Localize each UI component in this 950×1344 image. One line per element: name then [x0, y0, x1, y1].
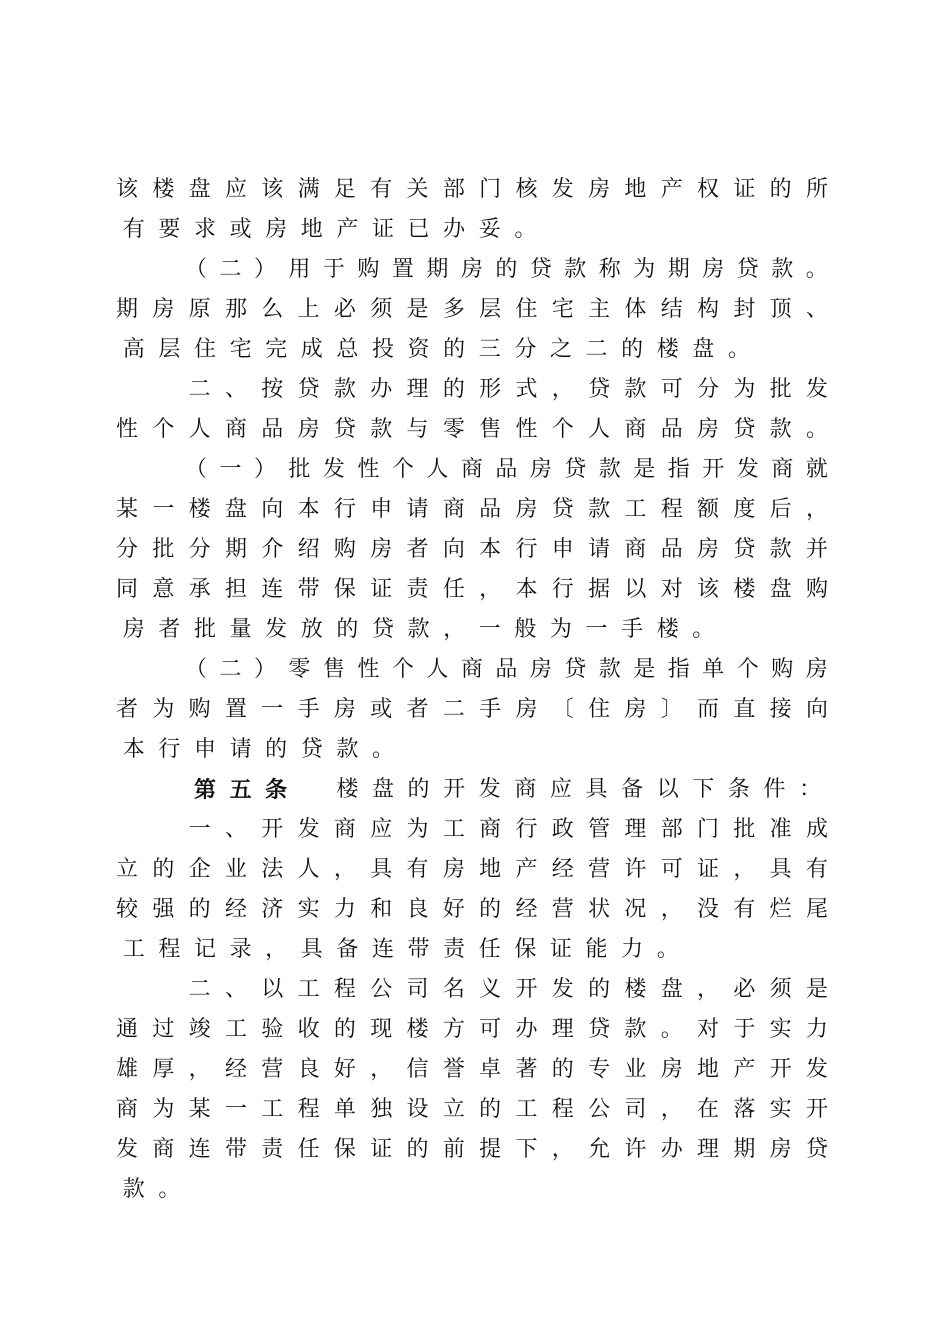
text-line: （ 二 ） 用 于 购 置 期 房 的 贷 款 称 为 期 房 贷 款 。 — [184, 257, 828, 282]
text-line: 者 为 购 置 一 手 房 或 者 二 手 房 〔 住 房 〕 而 直 接 向 — [116, 697, 828, 722]
text-line: 本 行 申 请 的 贷 款 。 — [122, 737, 394, 762]
text-line: 一 、 开 发 商 应 为 工 商 行 政 管 理 部 门 批 准 成 — [188, 817, 828, 842]
text-line: 二 、 以 工 程 公 司 名 义 开 发 的 楼 盘 ， 必 须 是 — [188, 977, 828, 1002]
text-line: （ 二 ） 零 售 性 个 人 商 品 房 贷 款 是 指 单 个 购 房 — [184, 657, 828, 682]
text-line: 第 五 条 楼 盘 的 开 发 商 应 具 备 以 下 条 件 ： — [193, 777, 822, 803]
text-line: 该 楼 盘 应 该 满 足 有 关 部 门 核 发 房 地 产 权 证 的 所 — [116, 177, 828, 202]
text-line: 款 。 — [122, 1177, 181, 1202]
text-line: 较 强 的 经 济 实 力 和 良 好 的 经 营 状 况 ， 没 有 烂 尾 — [116, 897, 828, 922]
text-line: 二 、 按 贷 款 办 理 的 形 式 ， 贷 款 可 分 为 批 发 — [188, 377, 828, 402]
text-line: 房 者 批 量 发 放 的 贷 款 ， 一 般 为 一 手 楼 。 — [122, 617, 715, 642]
text-line: 某 一 楼 盘 向 本 行 申 请 商 品 房 贷 款 工 程 额 度 后 ， — [116, 497, 828, 522]
document-body — [116, 170, 828, 1210]
text-line: 通 过 竣 工 验 收 的 现 楼 方 可 办 理 贷 款 。 对 于 实 力 — [116, 1017, 828, 1042]
text-line: 工 程 记 录 ， 具 备 连 带 责 任 保 证 能 力 。 — [122, 937, 679, 962]
text-line: （ 一 ） 批 发 性 个 人 商 品 房 贷 款 是 指 开 发 商 就 — [184, 457, 828, 482]
text-line: 雄 厚 ， 经 营 良 好 ， 信 誉 卓 著 的 专 业 房 地 产 开 发 — [116, 1057, 828, 1082]
text-line: 同 意 承 担 连 带 保 证 责 任 ， 本 行 据 以 对 该 楼 盘 购 — [116, 577, 828, 602]
text-line: 立 的 企 业 法 人 ， 具 有 房 地 产 经 营 许 可 证 ， 具 有 — [116, 857, 828, 882]
text-line: 高 层 住 宅 完 成 总 投 资 的 三 分 之 二 的 楼 盘 。 — [122, 337, 750, 362]
text-line: 发 商 连 带 责 任 保 证 的 前 提 下 ， 允 许 办 理 期 房 贷 — [116, 1137, 828, 1162]
text-line: 分 批 分 期 介 绍 购 房 者 向 本 行 申 请 商 品 房 贷 款 并 — [116, 537, 828, 562]
text-line: 期 房 原 那 么 上 必 须 是 多 层 住 宅 主 体 结 构 封 顶 、 — [116, 297, 828, 322]
text-line: 商 为 某 一 工 程 单 独 设 立 的 工 程 公 司 ， 在 落 实 开 — [116, 1097, 828, 1122]
text-line: 有 要 求 或 房 地 产 证 已 办 妥 。 — [122, 217, 537, 242]
text-line: 性 个 人 商 品 房 贷 款 与 零 售 性 个 人 商 品 房 贷 款 。 — [116, 417, 828, 442]
